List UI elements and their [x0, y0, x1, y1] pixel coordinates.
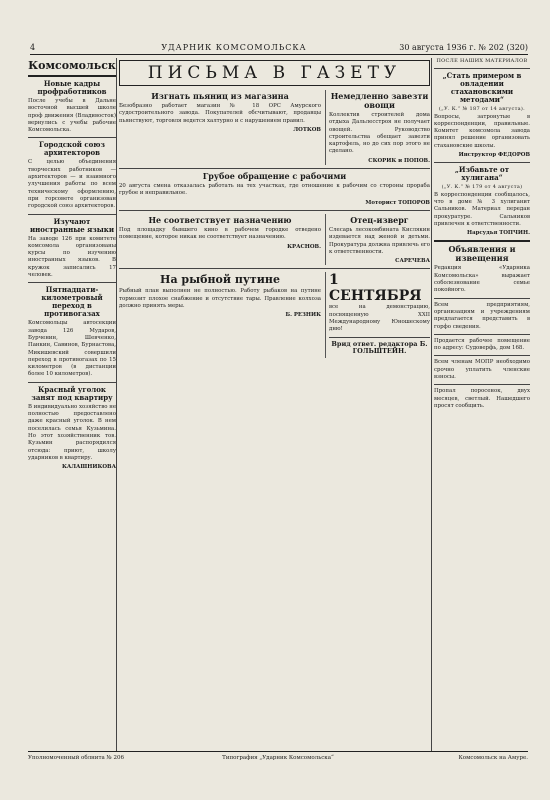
divider: [28, 214, 116, 215]
divider: [119, 210, 430, 211]
paper-title: УДАРНИК КОМСОМОЛЬСКА: [161, 42, 307, 52]
divider: [434, 240, 530, 242]
article-signature: СКОРИК и ПОПОВ.: [368, 157, 430, 164]
divider: [28, 282, 116, 283]
article-signature: Б. РЕЗНИК: [285, 312, 321, 319]
september-date: 1 СЕНТЯБРЯ: [329, 272, 422, 305]
divider: [434, 68, 530, 69]
article-text: В корреспонденции сообщалось, что в доме № 3 хулиганит Сальников. Материал передан прокуратуре. Сальников привлечен к ответственности.: [434, 191, 530, 227]
article-signature: Инструктор ФЕДОРОВ: [458, 152, 530, 159]
column-divider: [431, 58, 432, 752]
article-title: Немедленно завезти овощи: [330, 91, 429, 110]
divider: [434, 384, 530, 385]
letters-middle-row: [119, 214, 430, 265]
article-text: В индивидуально хозяйство не полностью предоставлено даже красный уголок. В нем поселилась семья Кузьмина. Но этот хозяйственник тов. Кузьмин распорядился отсюда: приют, школу ударников в квартиру.: [28, 403, 116, 461]
article-title: Пятнадцати-километровый переход в противогазах: [41, 285, 103, 319]
notice-text: Редакция «Ударника Комсомольска» выражает соболезнование семье покойного.: [434, 265, 530, 294]
letters-bottom-row: [119, 272, 430, 358]
article-reference: („У. К.“ № 187 от 14 августа).: [438, 106, 526, 113]
article-reference: („У. К.“ № 179 от 4 августа): [441, 184, 523, 191]
article-text: Комсомольцы автосекции завода 126 Мударов, Бурченин, Шевченко, Панкин, Савинов, Бурнастова, Микишевский совершили переход в противогазах по 15 километров (в дистанции более 10 километров).: [28, 320, 116, 378]
article-signature: КРАСНОВ.: [287, 243, 321, 250]
article-title: Городской союз архитекторов: [39, 140, 105, 158]
footer-city: Комсомольск на Амуре.: [458, 755, 528, 761]
divider: [28, 382, 116, 383]
footer-printer: Типография „Ударник Комсомольска“: [222, 755, 334, 761]
article-text: На заводе 126 при комитете комсомола организованы курсы по изучению иностранных языков. В кружок записались 17 человек.: [28, 235, 116, 279]
after-our-materials-label: ПОСЛЕ НАШИХ МАТЕРИАЛОВ: [436, 58, 528, 64]
divider: [434, 355, 530, 356]
divider: [28, 137, 116, 138]
article-signature: ЛОТКОВ: [293, 126, 321, 133]
article-signature: Нарсудья ТОПЧИН.: [467, 230, 530, 237]
letters-top-row: [119, 90, 430, 165]
article-title: Новые кадры профработников: [37, 79, 107, 96]
article-signature: КАЛАШНИКОВА: [61, 464, 116, 471]
article-title: Изучают иностранные языки: [29, 216, 115, 234]
divider: [329, 337, 430, 338]
column-divider: [116, 58, 117, 752]
page-footer: [28, 751, 528, 764]
article-text: С целью объединения творческих работников — архитекторов — и взаимного улучшения работы по всем техническому оформлению, при горсовете организован городской союз архитекторов.: [28, 159, 116, 210]
notice-text: Продается рабочее помещение по адресу: Судоверфь, дом 168.: [434, 337, 530, 352]
right-column: [434, 58, 530, 752]
page-number: 4: [30, 42, 36, 52]
article-title: „Стать примером в овладении стахановскими методами“: [442, 71, 522, 105]
article-text: Рыбный план выполнен не полностью. Работу рыбаков на путине тормозит плохое снабжение и отсутствие тары. Правление колхоза должно принять меры.: [119, 288, 321, 310]
article-text: После учебы в Дальне восточной высшей школе проф движения (Владивосток) вернулись с учебы рабочие Комсомольска.: [28, 98, 116, 134]
article-title: „Избавьте от хулигана“: [454, 165, 510, 183]
left-column: [28, 58, 116, 752]
article-title: Не соответствует назначению: [148, 214, 292, 225]
divider: [434, 162, 530, 163]
september-announcement: [325, 272, 430, 358]
september-text: все на демонстрацию, посвященную XXII Международному Юношескому дню!: [329, 304, 430, 333]
notice-text: Всем членам МОПР необходимо срочно уплатить членские взносы.: [434, 359, 530, 381]
article-text: 20 августа смена отказалась работать на тех участках, где отношение к рабочим со стороны прораба грубое и неправильное.: [119, 183, 430, 197]
issue-date: 30 августа 1936 г. № 202 (320): [399, 42, 528, 52]
article-text: Слесарь лесокомбината Кислякин издевается над женой и детьми. Прокуратура должна привлечь его к ответственности.: [329, 226, 430, 255]
divider: [119, 168, 430, 169]
article-title: Отец-изверг: [350, 214, 409, 225]
notices-title: Объявления и извещения: [448, 244, 516, 264]
section-title: Комсомольск: [28, 59, 116, 72]
notice-text: Пропал поросенок, двух месяцев, светлый. Нашедшего просят сообщить.: [434, 388, 530, 409]
divider: [434, 298, 530, 299]
notice-text: Всем предприятиям, организациям и учреждениям предлагается представить в горфо сведения.: [434, 301, 530, 330]
letter-article: [119, 214, 321, 265]
letter-article: [325, 90, 430, 165]
center-column: [119, 58, 430, 752]
article-text: Вопросы, затронутые в корреспонденции, правильные. Комитет комсомола завода принял решение организовать стахановские школы.: [434, 113, 530, 149]
divider: [28, 75, 116, 77]
article-text: Безобразно работает магазин № 18 ОРС Амурского судостроительного завода. Покупателей обсчитывают, продавцы пьянствуют, торговля ведется халтурно и с нарушением правил.: [119, 103, 321, 124]
letters-banner: ПИСЬМА В ГАЗЕТУ: [119, 60, 430, 86]
article-title: На рыбной путине: [160, 273, 280, 287]
letter-article: [119, 272, 321, 358]
letter-article: [119, 90, 321, 165]
article-text: Коллектив строителей дома отдыха Дальлесстроя не получает овощей. Руководство строительства обещает завезти картофель, но до сих пор этого не сделано.: [329, 112, 430, 155]
article-text: Под площадку бывшего кино в рабочем городке отведено помещение, которое никак не соответствует назначению.: [119, 226, 321, 241]
article-title: Красный уголок занят под квартиру: [31, 384, 113, 402]
article-signature: САРЕЧЕВА: [395, 258, 430, 265]
article-signature: Моторист ТОПОРОВ: [365, 199, 430, 206]
footer-censor: Уполномоченный облнита № 206: [28, 755, 124, 761]
divider: [119, 268, 430, 269]
article-title: Изгнать пьяниц из магазина: [151, 91, 289, 101]
letter-article: [325, 214, 430, 265]
divider: [434, 334, 530, 335]
editor-line: Врид ответ. редактора Б. ГОЛЬШТЕЙН.: [331, 339, 428, 355]
masthead: [30, 40, 528, 55]
article-title: Грубое обращение с рабочими: [202, 171, 347, 182]
